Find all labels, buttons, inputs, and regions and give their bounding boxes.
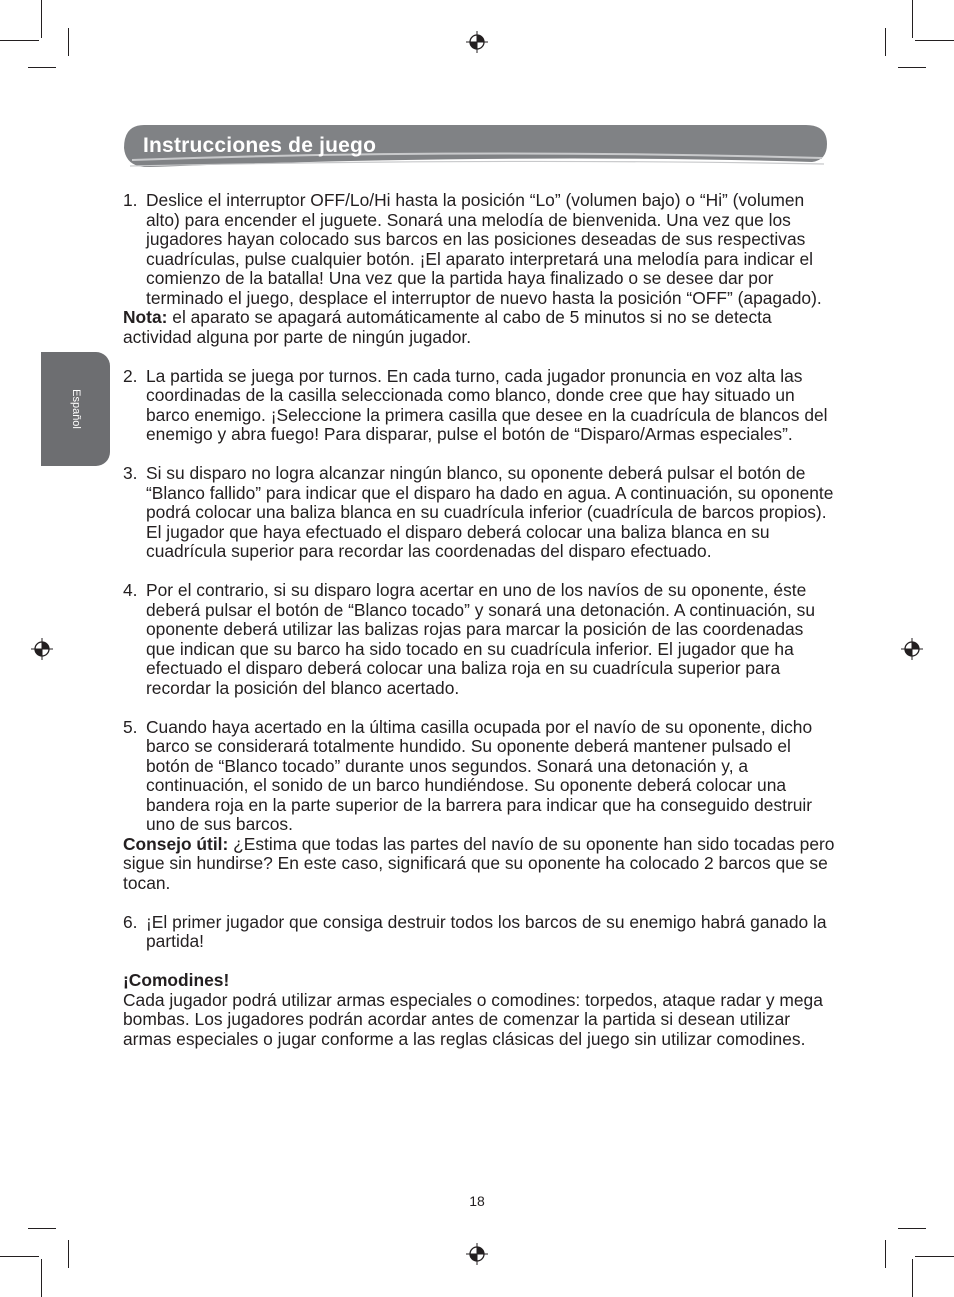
- instruction-item: [123, 718, 835, 835]
- item-number: 6.: [123, 911, 138, 932]
- instructions-body: [123, 191, 835, 1049]
- tip-label: Consejo útil:: [123, 833, 229, 854]
- item-number: 1.: [123, 190, 138, 210]
- page-title: Instrucciones de juego: [143, 134, 377, 157]
- instruction-item: [123, 191, 835, 308]
- instruction-item: [123, 464, 835, 562]
- crop-mark: [915, 40, 954, 41]
- item-text: Si su disparo no logra alcanzar ningún blanco, su oponente deberá pulsar el botón de “Blanco fallido” para indicar que el disparo ha dado en agua. A continuación, su oponente podrá colocar una baliza blanca en su cuadrícula inferior (cuadrícula de barcos propios). El jugador que haya efectuado el disparo deberá colocar una baliza blanca en su cuadrícula superior para recordar las coordenadas del disparo efectuado.: [146, 463, 834, 561]
- tip: [123, 835, 835, 894]
- item-text: Deslice el interruptor OFF/Lo/Hi hasta la posición “Lo” (volumen bajo) o “Hi” (volumen alto) para encender el juguete. Sonará una melodía de bienvenida. Una vez que los jugadores hayan colocado sus barcos en las posiciones deseadas de sus respectivas cuadrículas, pulse cualquier botón. ¡El aparato interpretará una melodía para indicar el comienzo de la batalla! Una vez que la partida haya finalizado o se desee dar por terminado el juego, desplace el interruptor de nuevo hasta la posición “OFF” (apagado).: [146, 190, 822, 308]
- crop-mark: [68, 28, 69, 56]
- tip-text: ¿Estima que todas las partes del navío de su oponente han sido tocadas pero sigue sin hundirse? En este caso, significará que su oponente ha colocado 2 barcos que se tocan.: [123, 833, 835, 893]
- crop-mark: [915, 1256, 954, 1257]
- item-text: Cuando haya acertado en la última casilla ocupada por el navío de su oponente, dicho barco se considerará totalmente hundido. Su oponente deberá mantener pulsado el botón de “Blanco tocado” durante unos segundos. Sonará una detonación y, a continuación, el sonido de un barco hundiéndose. Su oponente deberá colocar una bandera roja en la parte superior de la barrera para indicar que ha conseguido destruir uno de sus barcos.: [146, 716, 813, 834]
- instruction-item: [123, 581, 835, 698]
- crop-mark: [28, 1228, 56, 1229]
- note-text: el aparato se apagará automáticamente al cabo de 5 minutos si no se detecta actividad alguna por parte de ningún jugador.: [123, 307, 772, 347]
- registration-mark-icon: [466, 1243, 488, 1265]
- crop-mark: [898, 67, 926, 68]
- registration-mark-icon: [31, 638, 53, 660]
- crop-mark: [0, 40, 39, 41]
- section-heading: ¡Comodines!: [123, 970, 230, 990]
- language-tab-label: Español: [70, 389, 82, 429]
- item-number: 4.: [123, 580, 138, 600]
- note-label: Nota:: [123, 307, 168, 327]
- registration-mark-icon: [466, 31, 488, 53]
- crop-mark: [41, 1259, 42, 1297]
- instruction-item: [123, 367, 835, 445]
- page-number: 18: [469, 1193, 485, 1209]
- crop-mark: [41, 0, 42, 38]
- item-text: ¡El primer jugador que consiga destruir todos los barcos de su enemigo habrá ganado la partida!: [146, 911, 827, 951]
- registration-mark-icon: [901, 638, 923, 660]
- crop-mark: [0, 1256, 39, 1257]
- crop-mark: [912, 1259, 913, 1297]
- crop-mark: [885, 28, 886, 56]
- item-number: 2.: [123, 365, 138, 386]
- item-text: Por el contrario, si su disparo logra acertar en uno de los navíos de su oponente, éste deberá pulsar el botón de “Blanco tocado” y sonará una detonación. A continuación, su oponente deberá utilizar las balizas rojas para marcar la posición de las coordenadas que indican que su barco ha sido tocado en su cuadrícula inferior. El jugador que ha efectuado el disparo deberá colocar una baliza roja en su cuadrícula superior para recordar la posición del blanco acertado.: [146, 580, 816, 698]
- note: [123, 308, 835, 347]
- item-text: La partida se juega por turnos. En cada turno, cada jugador pronuncia en voz alta las coordinadas de la casilla seleccionada como blanco, donde cree que hay situado un barco enemigo. ¡Seleccione la primera casilla que desee en la cuadrícula de blancos del enemigo y abra fuego! Para disparar, pulse el botón de “Disparo/Armas especiales”.: [146, 365, 828, 444]
- instruction-item: [123, 913, 835, 952]
- item-number: 3.: [123, 463, 138, 483]
- crop-mark: [885, 1240, 886, 1268]
- crop-mark: [898, 1228, 926, 1229]
- crop-mark: [68, 1240, 69, 1268]
- crop-mark: [28, 67, 56, 68]
- item-number: 5.: [123, 716, 138, 737]
- crop-mark: [912, 0, 913, 38]
- section-text: Cada jugador podrá utilizar armas especiales o comodines: torpedos, ataque radar y mega bombas. Los jugadores podrán acordar antes de comenzar la partida si desean utilizar armas especiales o jugar conforme a las reglas clásicas del juego sin utilizar comodines.: [123, 989, 823, 1049]
